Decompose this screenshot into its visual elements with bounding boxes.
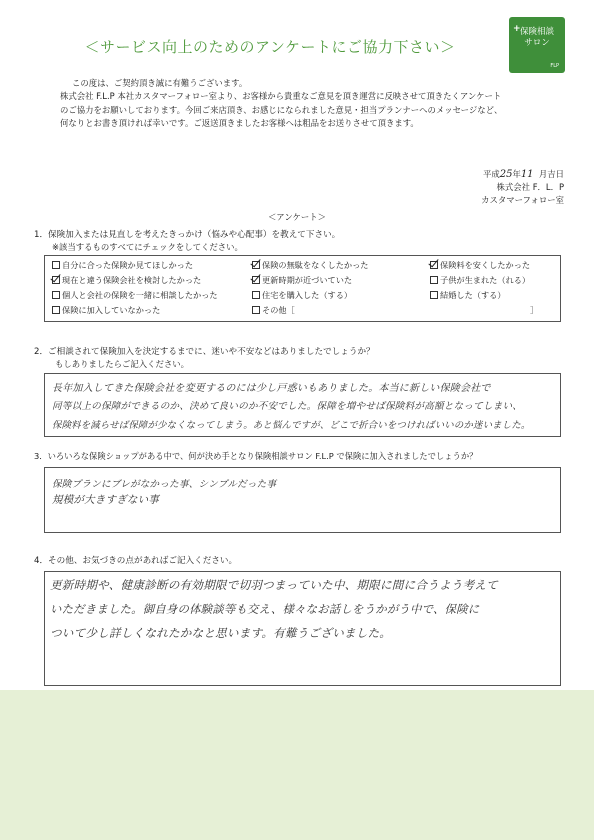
checkbox[interactable] — [430, 291, 438, 299]
option-other-company[interactable]: 現在と違う保険会社を検討したかった — [52, 275, 201, 286]
q4-question: 4．その他、お気づきの点があればご記入ください。 — [34, 556, 238, 566]
option-personal-company[interactable]: 個人と会社の保険を一緒に相談したかった — [52, 290, 218, 301]
q2-answer-line: 保険料を減らせば保障が少なくなってしまう。あと悩んですが、どこで折合いをつければいいのか迷いました。 — [52, 420, 531, 431]
logo-line1: 保険相談 — [519, 27, 554, 37]
option-married[interactable]: 結婚した（する） — [430, 290, 506, 301]
checkbox[interactable] — [52, 291, 60, 299]
q2-answer-line: 長年加入してきた保険会社を変更するのには少し戸惑いもありました。本当に新しい保険会社で — [52, 383, 491, 394]
checkbox-checked[interactable] — [252, 276, 260, 284]
option-suitable[interactable]: 自分に合った保険か見てほしかった — [52, 260, 193, 271]
date-year: 25 — [499, 169, 513, 180]
option-child-born[interactable]: 子供が生まれた（れる） — [430, 275, 530, 286]
section-title: ＜アンケート＞ — [267, 212, 327, 222]
salon-logo — [509, 17, 565, 73]
option-no-insurance[interactable]: 保険に加入していなかった — [52, 305, 160, 316]
q2-question: 2．ご相談されて保険加入を決定するまでに、迷いや不安などはありましたでしょうか？ — [34, 347, 375, 357]
option-renewal[interactable]: 更新時期が近づいていた — [252, 275, 352, 286]
checkbox[interactable] — [430, 276, 438, 284]
checkbox-checked[interactable] — [52, 276, 60, 284]
plus-icon: + — [513, 24, 521, 34]
option-cheaper-premium[interactable]: 保険料を安くしたかった — [430, 260, 530, 271]
company-name: 株式会社 F．L．P — [496, 182, 564, 192]
date-year-unit: 年 — [512, 169, 521, 179]
q2-answer-line: 同等以上の保障ができるのか、決めて良いのか不安でした。保障を増やせば保険料が高額となってしまい、 — [52, 401, 523, 412]
date-block — [481, 168, 564, 207]
q1-note: ※該当するものすべてにチェックをしてください。 — [52, 242, 243, 252]
q4-answer-line: ついて少し詳しくなれたかなと思います。有難うございました。 — [50, 626, 392, 640]
checkbox-checked[interactable] — [430, 261, 438, 269]
page-title: ＜サービス向上のためのアンケートにご協力下さい＞ — [84, 38, 456, 56]
q3-answer-line: 保険プランにブレがなかった事、シンプルだった事 — [52, 479, 277, 490]
intro-line: 何なりとお書き頂ければ幸いです。ご返送頂きましたお客様へは粗品をお送りさせて頂きます。 — [60, 118, 419, 129]
intro-text — [60, 77, 580, 131]
department-name: カスタマーフォロー室 — [481, 195, 564, 205]
checkbox[interactable] — [52, 306, 60, 314]
q3-question: 3．いろいろな保険ショップがある中で、何が決め手となり保険相談サロン F.L.P で保険に加入されましたでしょうか？ — [34, 451, 478, 461]
date-suffix: 月吉日 — [538, 169, 564, 179]
checkbox-checked[interactable] — [252, 261, 260, 269]
option-other[interactable]: その他［ — [252, 305, 295, 316]
option-house[interactable]: 住宅を購入した（する） — [252, 290, 352, 301]
intro-line: 株式会社 F.L.P 本社カスタマーフォロー室より、お客様から貴重なご意見を頂き運営に反映させて頂きたくアンケート — [60, 91, 502, 102]
date-month: 11 — [520, 169, 534, 180]
footer-band — [0, 690, 594, 840]
intro-line: のご協力をお願いしております。今回ご来店頂き、お感じになられました意見・担当プランナーへのメッセージなど、 — [60, 104, 503, 115]
q4-answer-line: 更新時期や、健康診断の有効期限で切羽つまっていた中、期限に間に合うよう考えて — [50, 578, 498, 592]
intro-line: この度は、ご契約頂き誠に有難うございます。 — [72, 78, 248, 88]
option-other-close: ］ — [530, 305, 539, 315]
logo-mark: FLP — [550, 63, 559, 69]
logo-line2: サロン — [524, 38, 550, 48]
q1-question: 1．保険加入または見直しを考えたきっかけ（悩みや心配事）を教えて下さい。 — [34, 230, 341, 240]
option-remove-waste[interactable]: 保険の無駄をなくしたかった — [252, 260, 368, 271]
checkbox[interactable] — [52, 261, 60, 269]
q3-answer-line: 規模が大きすぎない事 — [52, 494, 159, 506]
checkbox[interactable] — [252, 306, 260, 314]
date-era: 平成 — [482, 169, 500, 179]
q4-answer-line: いただきました。御自身の体験談等も交え、様々なお話しをうかがう中で、保険に — [50, 602, 480, 616]
q2-question2: もしありましたらご記入ください。 — [55, 359, 189, 369]
checkbox[interactable] — [252, 291, 260, 299]
date-line — [481, 168, 564, 181]
